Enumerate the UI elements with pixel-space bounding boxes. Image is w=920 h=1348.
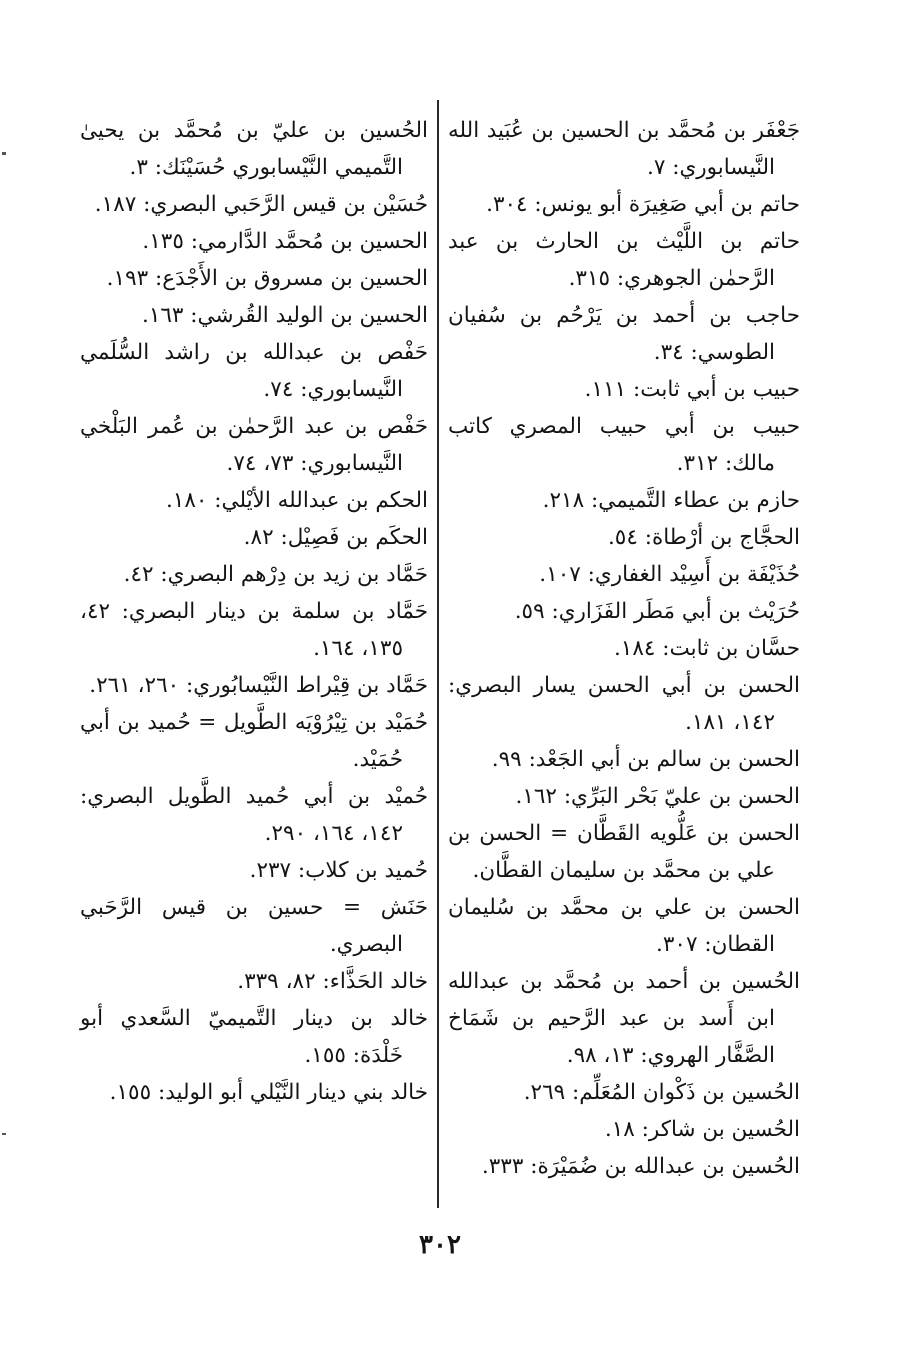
index-entry: حُمَيْد بن تِيْرُوْيَه الطَّويل = حُميد بن أبي حُمَيْد. [80,710,428,772]
index-entry: حازم بن عطاء التَّميمي: ٢١٨. [542,488,800,513]
index-entry: الحُسين بن شاكر: ١٨. [604,1117,800,1142]
index-entry: الحجَّاج بن أرْطاة: ٥٤. [607,525,800,550]
index-entry: حَفْص بن عبد الرَّحمٰن بن عُمر البَلْخي النَّيسابوري: ٧٣، ٧٤. [80,414,428,476]
index-entry: خالد الحَذَّاء: ٨٢، ٣٣٩. [237,969,428,994]
index-entry: حُميد بن كلاب: ٢٣٧. [249,858,428,883]
column-divider [437,100,439,1208]
index-entry: خالد بني دينار النَّيْلي أبو الوليد: ١٥٥. [109,1080,428,1105]
index-entry: الحسن بن عَلُّويه القَطَّان = الحسن بن علي بن محمَّد بن سليمان القطَّان. [448,821,800,883]
index-entry: الحسن بن أبي الحسن يسار البصري: ١٤٢، ١٨١. [448,673,800,735]
index-entry: حُرَيْث بن أبي مَطَر الفَزَاري: ٥٩. [514,599,800,624]
index-entry: حبيب بن أبي حبيب المصري كاتب مالك: ٣١٢. [448,414,800,476]
index-entry: حاتم بن أبي صَغِيرَة أبو يونس: ٣٠٤. [486,192,800,217]
index-entry: الحُسين بن عبدالله بن ضُمَيْرَة: ٣٣٣. [481,1154,800,1179]
index-entry: حُسَيْن بن قيس الرَّحَبي البصري: ١٨٧. [94,192,428,217]
index-entry: جَعْفَر بن مُحمَّد بن الحسين بن عُبَيد الله النَّيسابوري: ٧. [448,118,800,180]
scan-edge-mark [2,152,6,155]
index-entry: الحُسين بن ذَكْوان المُعَلِّم: ٢٦٩. [523,1080,800,1105]
index-entry: الحُسين بن عليّ بن مُحمَّد بن يحيىٰ التَّميمي النَّيْسابوري حُسَيْنَك: ٣. [80,118,428,180]
index-entry: حَمَّاد بن زيد بن دِرْهم البصري: ٤٢. [123,562,428,587]
index-entry: حاجب بن أحمد بن يَرْحُم بن سُفيان الطوسي: ٣٤. [448,303,800,365]
index-entry: حبيب بن أبي ثابت: ١١١. [584,377,800,402]
index-entry: حَمَّاد بن قِيْراط النَّيْسابُوري: ٢٦٠، ٢٦١. [89,673,428,698]
index-entry: حُذَيْفَة بن أَسِيْد الغفاري: ١٠٧. [539,562,800,587]
index-entry: حَنَش = حسين بن قيس الرَّحَبي البصري. [80,895,428,957]
index-entry: الحسين بن الوليد القُرشي: ١٦٣. [141,303,428,328]
index-entry: حَمَّاد بن سلمة بن دينار البصري: ٤٢، ١٣٥، ١٦٤. [80,599,428,661]
index-entry: الحسن بن عليّ بَحْر البَرِّي: ١٦٢. [515,784,800,809]
index-entry: الحسين بن مُحمَّد الدَّارمي: ١٣٥. [142,229,428,254]
index-entry: الحُسين بن أحمد بن مُحمَّد بن عبدالله ابن أَسد بن عبد الرَّحيم بن شَمَاخ الصَّفَّار الهروي: ١٣، ٩٨. [448,969,800,1068]
index-column-right [448,112,800,1185]
index-entry: حُميْد بن أبي حُميد الطَّويل البصري: ١٤٢، ١٦٤، ٢٩٠. [80,784,428,846]
page-number: ٣٠٢ [419,1230,461,1260]
index-entry: الحسن بن علي بن محمَّد بن سُليمان القطان: ٣٠٧. [448,895,800,957]
index-entry: حسَّان بن ثابت: ١٨٤. [613,636,800,661]
index-entry: حَفْص بن عبدالله بن راشد السُّلَمي النَّيسابوري: ٧٤. [80,340,428,402]
index-entry: الحسن بن سالم بن أبي الجَعْد: ٩٩. [491,747,800,772]
index-column-left [80,112,428,1111]
index-entry: الحسين بن مسروق بن الأَجْدَع: ١٩٣. [106,266,428,291]
index-entry: الحكم بن عبدالله الأيْلي: ١٨٠. [165,488,428,513]
index-entry: حاتم بن اللَّيْث بن الحارث بن عبد الرَّحمٰن الجوهري: ٣١٥. [448,229,800,291]
index-entry: خالد بن دينار التَّميميّ السَّعدي أبو خَلْدَة: ١٥٥. [80,1006,428,1068]
scan-edge-mark [2,1133,6,1135]
index-entry: الحكَم بن فَصِيْل: ٨٢. [243,525,428,550]
